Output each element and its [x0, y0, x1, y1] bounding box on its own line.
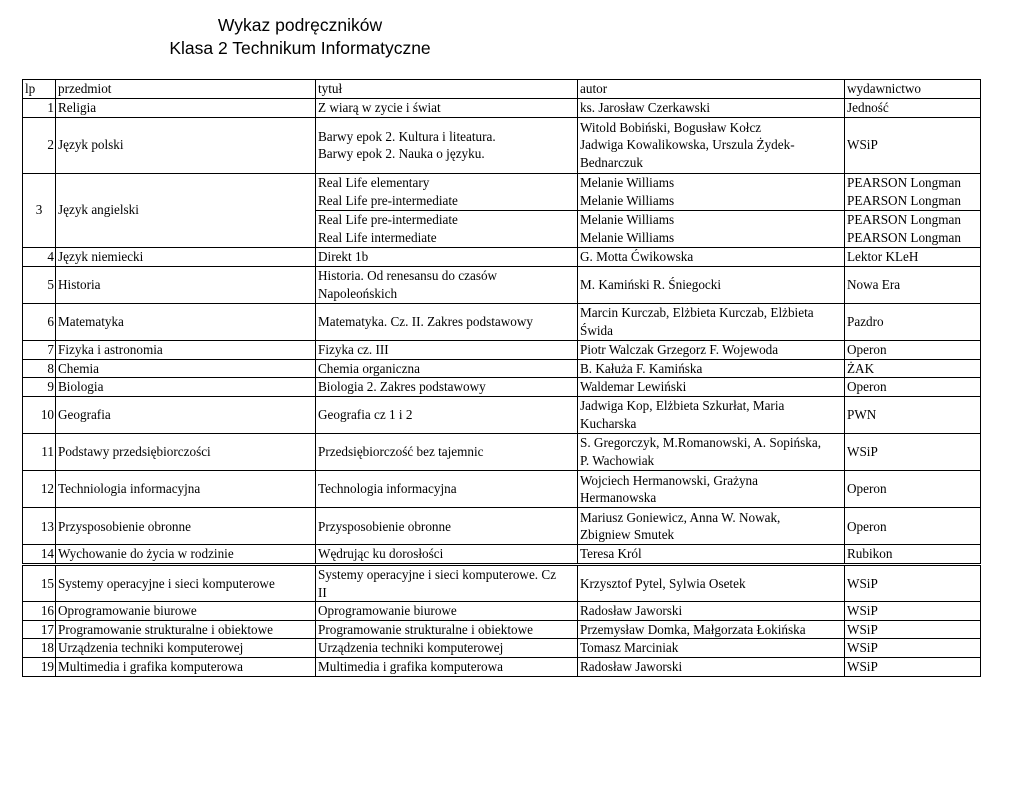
- tytul-line: Wędrując ku dorosłości: [318, 546, 444, 562]
- cell-wydawnictwo: [845, 378, 981, 397]
- autor-line: ks. Jarosław Czerkawski: [580, 100, 711, 115]
- cell-tytul: [316, 359, 578, 378]
- cell-przedmiot: Oprogramowanie biurowe: [56, 602, 316, 621]
- wydawnictwo-line: Operon: [847, 379, 887, 395]
- autor-line: G. Motta Ćwikowska: [580, 248, 694, 264]
- cell-tytul: [316, 173, 578, 210]
- cell-autor: [578, 545, 845, 565]
- cell-autor: [578, 639, 845, 658]
- autor-line: Zbigniew Smutek: [580, 527, 675, 543]
- table-row: [23, 117, 981, 173]
- cell-przedmiot: Język polski: [56, 117, 316, 173]
- autor-line: Radosław Jaworski: [580, 659, 683, 675]
- cell-lp: 17: [23, 620, 56, 639]
- column-header-autor: autor: [578, 80, 845, 99]
- tytul-line: Przedsiębiorczość bez tajemnic: [318, 444, 484, 460]
- cell-tytul: [316, 565, 578, 602]
- wydawnictwo-line: Nowa Era: [847, 276, 901, 292]
- cell-tytul: [316, 508, 578, 545]
- cell-lp: 3: [23, 173, 56, 247]
- cell-wydawnictwo: [845, 210, 981, 247]
- cell-przedmiot: Chemia: [56, 359, 316, 378]
- wydawnictwo-line: Rubikon: [847, 546, 893, 562]
- autor-line: Marcin Kurczab, Elżbieta Kurczab, Elżbieta: [580, 305, 814, 321]
- autor-line: Radosław Jaworski: [580, 603, 683, 619]
- cell-tytul: [316, 266, 578, 303]
- table-row: [23, 433, 981, 470]
- cell-wydawnictwo: [845, 545, 981, 565]
- wydawnictwo-line: PEARSON Longman: [847, 212, 961, 228]
- cell-wydawnictwo: [845, 359, 981, 378]
- table-row: [23, 545, 981, 565]
- cell-autor: [578, 117, 845, 173]
- cell-lp: 11: [23, 433, 56, 470]
- autor-line: Mariusz Goniewicz, Anna W. Nowak,: [580, 509, 781, 525]
- cell-wydawnictwo: [845, 117, 981, 173]
- cell-przedmiot: Programowanie strukturalne i obiektowe: [56, 620, 316, 639]
- wydawnictwo-line: WSiP: [847, 444, 878, 460]
- cell-autor: [578, 508, 845, 545]
- cell-tytul: [316, 378, 578, 397]
- cell-wydawnictwo: [845, 173, 981, 210]
- autor-line: Piotr Walczak Grzegorz F. Wojewoda: [580, 341, 779, 357]
- cell-tytul: [316, 433, 578, 470]
- cell-tytul: [316, 117, 578, 173]
- tytul-line: Programowanie strukturalne i obiektowe: [318, 621, 533, 637]
- cell-wydawnictwo: [845, 433, 981, 470]
- textbook-table: [22, 79, 981, 677]
- table-row: [23, 303, 981, 340]
- cell-autor: [578, 658, 845, 677]
- tytul-line: Real Life intermediate: [318, 229, 437, 245]
- cell-wydawnictwo: [845, 266, 981, 303]
- tytul-line: Technologia informacyjna: [318, 481, 457, 497]
- wydawnictwo-line: ŻAK: [847, 360, 875, 376]
- cell-tytul: [316, 396, 578, 433]
- wydawnictwo-line: Lektor KLeH: [847, 248, 919, 264]
- cell-przedmiot: Geografia: [56, 396, 316, 433]
- autor-line: Witold Bobiński, Bogusław Kołcz: [580, 119, 762, 135]
- cell-tytul: [316, 658, 578, 677]
- tytul-line: Fizyka cz. III: [318, 341, 389, 357]
- autor-line: Melanie Williams: [580, 229, 675, 245]
- table-row: [23, 471, 981, 508]
- cell-tytul: [316, 620, 578, 639]
- cell-wydawnictwo: [845, 471, 981, 508]
- autor-line: Melanie Williams: [580, 175, 675, 191]
- cell-autor: [578, 340, 845, 359]
- cell-lp: 15: [23, 565, 56, 602]
- cell-lp: 1: [23, 99, 56, 118]
- cell-przedmiot: Urządzenia techniki komputerowej: [56, 639, 316, 658]
- wydawnictwo-line: PWN: [847, 407, 877, 423]
- cell-autor: [578, 303, 845, 340]
- cell-przedmiot: Język niemiecki: [56, 247, 316, 266]
- cell-tytul: [316, 210, 578, 247]
- cell-autor: [578, 247, 845, 266]
- cell-wydawnictwo: [845, 565, 981, 602]
- tytul-line: Systemy operacyjne i sieci komputerowe. Cz: [318, 567, 557, 583]
- cell-lp: 8: [23, 359, 56, 378]
- autor-line: M. Kamiński R. Śniegocki: [580, 276, 722, 292]
- cell-tytul: [316, 471, 578, 508]
- cell-lp: 16: [23, 602, 56, 621]
- table-row: [23, 620, 981, 639]
- autor-line: Jadwiga Kowalikowska, Urszula Żydek-: [580, 137, 795, 153]
- wydawnictwo-line: Jedność: [847, 100, 889, 115]
- cell-autor: [578, 396, 845, 433]
- cell-autor: [578, 99, 845, 118]
- cell-lp: 7: [23, 340, 56, 359]
- autor-line: Melanie Williams: [580, 212, 675, 228]
- table-row: [23, 602, 981, 621]
- table-row: [23, 99, 981, 118]
- cell-przedmiot: Matematyka: [56, 303, 316, 340]
- cell-wydawnictwo: [845, 247, 981, 266]
- tytul-line: Real Life pre-intermediate: [318, 212, 458, 228]
- autor-line: P. Wachowiak: [580, 453, 655, 468]
- table-row: [23, 266, 981, 303]
- tytul-line: Real Life elementary: [318, 175, 430, 191]
- cell-wydawnictwo: [845, 303, 981, 340]
- cell-autor: [578, 565, 845, 602]
- autor-line: Waldemar Lewiński: [580, 379, 687, 395]
- cell-wydawnictwo: [845, 508, 981, 545]
- document-subtitle: Klasa 2 Technikum Informatyczne: [169, 38, 431, 58]
- cell-przedmiot: Historia: [56, 266, 316, 303]
- cell-przedmiot: Wychowanie do życia w rodzinie: [56, 545, 316, 565]
- tytul-line: Biologia 2. Zakres podstawowy: [318, 379, 486, 395]
- autor-line: Hermanowska: [580, 490, 657, 506]
- autor-line: Tomasz Marciniak: [580, 640, 679, 656]
- tytul-line: Z wiarą w zycie i świat: [318, 100, 441, 115]
- autor-line: Teresa Król: [580, 546, 642, 562]
- cell-tytul: [316, 303, 578, 340]
- tytul-line: Przysposobienie obronne: [318, 518, 451, 534]
- cell-lp: 6: [23, 303, 56, 340]
- document-title: Wykaz podręczników: [217, 15, 383, 35]
- table-row: [23, 247, 981, 266]
- cell-przedmiot: Fizyka i astronomia: [56, 340, 316, 359]
- cell-lp: 9: [23, 378, 56, 397]
- cell-autor: [578, 620, 845, 639]
- wydawnictwo-line: PEARSON Longman: [847, 229, 961, 245]
- wydawnictwo-line: WSiP: [847, 640, 878, 656]
- tytul-line: Napoleońskich: [318, 285, 398, 301]
- wydawnictwo-line: Operon: [847, 341, 887, 357]
- cell-przedmiot: Biologia: [56, 378, 316, 397]
- cell-lp: 10: [23, 396, 56, 433]
- cell-wydawnictwo: [845, 99, 981, 118]
- cell-przedmiot: Techniologia informacyjna: [56, 471, 316, 508]
- table-row: [23, 508, 981, 545]
- cell-przedmiot: Podstawy przedsiębiorczości: [56, 433, 316, 470]
- tytul-line: Chemia organiczna: [318, 360, 420, 376]
- cell-autor: [578, 378, 845, 397]
- cell-tytul: [316, 99, 578, 118]
- tytul-line: Historia. Od renesansu do czasów: [318, 268, 498, 284]
- table-row: [23, 359, 981, 378]
- cell-autor: [578, 210, 845, 247]
- cell-wydawnictwo: [845, 602, 981, 621]
- cell-wydawnictwo: [845, 658, 981, 677]
- wydawnictwo-line: WSiP: [847, 621, 878, 637]
- autor-line: Świda: [580, 322, 613, 338]
- cell-lp: 19: [23, 658, 56, 677]
- table-row: [23, 378, 981, 397]
- cell-tytul: [316, 639, 578, 658]
- wydawnictwo-line: Operon: [847, 518, 887, 534]
- cell-autor: [578, 471, 845, 508]
- table-row: [23, 639, 981, 658]
- autor-line: Bednarczuk: [580, 154, 643, 170]
- tytul-line: Urządzenia techniki komputerowej: [318, 640, 504, 656]
- tytul-line: Real Life pre-intermediate: [318, 192, 458, 208]
- cell-autor: [578, 602, 845, 621]
- cell-lp: 5: [23, 266, 56, 303]
- cell-lp: 18: [23, 639, 56, 658]
- wydawnictwo-line: WSiP: [847, 137, 878, 153]
- cell-autor: [578, 173, 845, 210]
- column-header-wydawnictwo: wydawnictwo: [845, 80, 981, 99]
- cell-wydawnictwo: [845, 340, 981, 359]
- autor-line: Przemysław Domka, Małgorzata Łokińska: [580, 621, 806, 637]
- tytul-line: Barwy epok 2. Nauka o języku.: [318, 146, 485, 162]
- cell-autor: [578, 433, 845, 470]
- cell-lp: 12: [23, 471, 56, 508]
- autor-line: Jadwiga Kop, Elżbieta Szkurłat, Maria: [580, 398, 785, 414]
- cell-tytul: [316, 247, 578, 266]
- cell-wydawnictwo: [845, 620, 981, 639]
- cell-lp: 13: [23, 508, 56, 545]
- tytul-line: Direkt 1b: [318, 248, 369, 264]
- cell-przedmiot: Systemy operacyjne i sieci komputerowe: [56, 565, 316, 602]
- cell-przedmiot: Przysposobienie obronne: [56, 508, 316, 545]
- wydawnictwo-line: Pazdro: [847, 314, 884, 330]
- cell-wydawnictwo: [845, 396, 981, 433]
- cell-lp: 4: [23, 247, 56, 266]
- autor-line: B. Kałuża F. Kamińska: [580, 360, 703, 376]
- cell-tytul: [316, 545, 578, 565]
- tytul-line: Oprogramowanie biurowe: [318, 603, 457, 619]
- autor-line: Melanie Williams: [580, 192, 675, 208]
- column-header-przedmiot: przedmiot: [56, 80, 316, 99]
- table-header-row: [23, 80, 981, 99]
- autor-line: Wojciech Hermanowski, Grażyna: [580, 472, 758, 488]
- wydawnictwo-line: PEARSON Longman: [847, 175, 961, 191]
- table-row: [23, 340, 981, 359]
- tytul-line: Barwy epok 2. Kultura i liteatura.: [318, 128, 496, 144]
- autor-line: Krzysztof Pytel, Sylwia Osetek: [580, 575, 746, 591]
- tytul-line: II: [318, 584, 327, 600]
- wydawnictwo-line: WSiP: [847, 603, 878, 619]
- wydawnictwo-line: PEARSON Longman: [847, 192, 961, 208]
- cell-tytul: [316, 602, 578, 621]
- cell-lp: 14: [23, 545, 56, 565]
- wydawnictwo-line: WSiP: [847, 575, 878, 591]
- column-header-tytul: tytuł: [316, 80, 578, 99]
- table-row: [23, 396, 981, 433]
- column-header-lp: lp: [23, 80, 56, 99]
- tytul-line: Geografia cz 1 i 2: [318, 407, 413, 423]
- cell-przedmiot: Religia: [56, 99, 316, 118]
- table-body: [23, 80, 981, 677]
- autor-line: Kucharska: [580, 415, 637, 431]
- cell-autor: [578, 266, 845, 303]
- cell-tytul: [316, 340, 578, 359]
- cell-przedmiot: Multimedia i grafika komputerowa: [56, 658, 316, 677]
- tytul-line: Multimedia i grafika komputerowa: [318, 659, 503, 675]
- cell-lp: 2: [23, 117, 56, 173]
- table-row: [23, 658, 981, 677]
- table-row: [23, 565, 981, 602]
- table-row: [23, 173, 981, 210]
- autor-line: S. Gregorczyk, M.Romanowski, A. Sopińska,: [580, 435, 822, 451]
- wydawnictwo-line: WSiP: [847, 659, 878, 675]
- cell-wydawnictwo: [845, 639, 981, 658]
- cell-przedmiot: Język angielski: [56, 173, 316, 247]
- tytul-line: Matematyka. Cz. II. Zakres podstawowy: [318, 314, 533, 330]
- cell-autor: [578, 359, 845, 378]
- wydawnictwo-line: Operon: [847, 481, 887, 497]
